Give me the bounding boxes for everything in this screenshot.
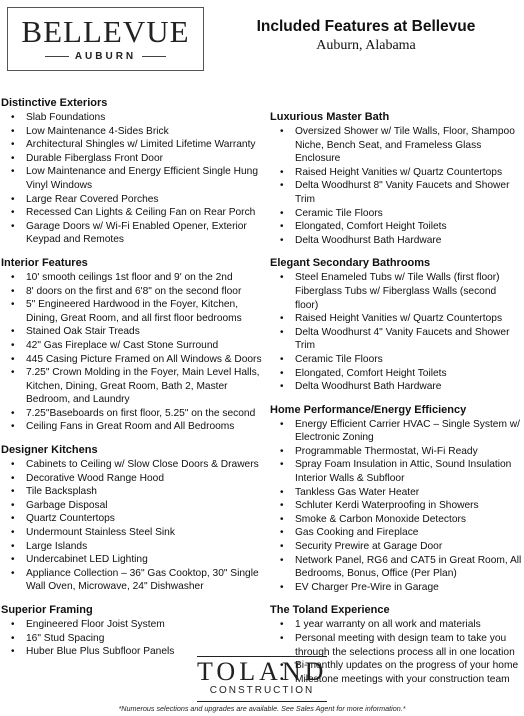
list-item: • 7.25"Baseboards on first floor, 5.25" on the second [1, 407, 263, 421]
section-elegant-secondary-bathrooms [270, 256, 522, 393]
list-item: • 7.25" Crown Molding in the Foyer, Main Level Halls, Kitchen, Dining, Great Room, Bath 2, Master Bedroom, and Laundry [1, 366, 263, 407]
list-item: • Energy Efficient Carrier HVAC – Single System w/ Electronic Zoning [270, 418, 522, 445]
list-item: • Durable Fiberglass Front Door [1, 152, 263, 166]
list-item: • Ceramic Tile Floors [270, 207, 522, 221]
list-item: • Tile Backsplash [1, 485, 263, 499]
left-column [1, 96, 263, 659]
list-item: • Large Rear Covered Porches [1, 193, 263, 207]
toland-construction-logo [197, 656, 327, 702]
list-item: • 1 year warranty on all work and materials [270, 618, 522, 632]
logo-location: AUBURN [74, 51, 137, 62]
list-item: • Ceramic Tile Floors [270, 353, 522, 367]
list-item: • Steel Enameled Tubs w/ Tile Walls (first floor) Fiberglass Tubs w/ Fiberglass Walls (second floor) [270, 271, 522, 312]
section-luxurious-master-bath [270, 110, 522, 247]
list-item: • Raised Height Vanities w/ Quartz Countertops [270, 312, 522, 326]
footer-logo-name: TOLAND [197, 657, 328, 686]
list-item: • Slab Foundations [1, 111, 263, 125]
list-item: • Gas Cooking and Fireplace [270, 526, 522, 540]
list-item: • EV Charger Pre-Wire in Garage [270, 581, 522, 595]
list-item: • 10' smooth ceilings 1st floor and 9' on the 2nd [1, 271, 263, 285]
logo-divider-left [45, 56, 69, 57]
section-title: Interior Features [1, 256, 88, 269]
list-item: • Security Prewire at Garage Door [270, 540, 522, 554]
list-item: • Large Islands [1, 540, 263, 554]
list-item: • Decorative Wood Range Hood [1, 472, 263, 486]
list-item: • Smoke & Carbon Monoxide Detectors [270, 513, 522, 527]
list-item: • Programmable Thermostat, Wi-Fi Ready [270, 445, 522, 459]
list-item: • Spray Foam Insulation in Attic, Sound Insulation Interior Walls & Subfloor [270, 458, 522, 485]
footer-logo-sub: CONSTRUCTION [209, 685, 315, 696]
list-item: • Delta Woodhurst 8" Vanity Faucets and Shower Trim [270, 179, 522, 206]
list-item: • Quartz Countertops [1, 512, 263, 526]
list-item: • Elongated, Comfort Height Toilets [270, 220, 522, 234]
section-title: Home Performance/Energy Efficiency [270, 403, 467, 416]
list-item: • Huber Blue Plus Subfloor Panels [1, 645, 263, 659]
page-subtitle: Auburn, Alabama [316, 38, 416, 53]
section-title: Distinctive Exteriors [1, 97, 108, 109]
list-item: • Raised Height Vanities w/ Quartz Countertops [270, 166, 522, 180]
logo-divider-right [142, 56, 166, 57]
list-item: • Cabinets to Ceiling w/ Slow Close Doors & Drawers [1, 458, 263, 472]
list-item: • 8' doors on the first and 6'8" on the second floor [1, 285, 263, 299]
list-item: • Recessed Can Lights & Ceiling Fan on Rear Porch [1, 206, 263, 220]
list-item: • Bi-monthly updates on the progress of your home [270, 659, 522, 673]
list-item: • Personal meeting with design team to take you through the selections process all in one location [270, 632, 522, 659]
list-item: • Delta Woodhurst 4" Vanity Faucets and Shower Trim [270, 326, 522, 353]
list-item: • Milestone meetings with your construction team [270, 673, 522, 687]
list-item: • 445 Casing Picture Framed on All Windows & Doors [1, 353, 263, 367]
list-item: • 5" Engineered Hardwood in the Foyer, Kitchen, Dining, Great Room, and all first floor bedrooms [1, 298, 263, 325]
section-title: Designer Kitchens [1, 444, 98, 457]
list-item: • Undercabinet LED Lighting [1, 553, 263, 567]
list-item: • Ceiling Fans in Great Room and All Bedrooms [1, 420, 263, 434]
list-item: • Elongated, Comfort Height Toilets [270, 367, 522, 381]
section-designer-kitchens [1, 443, 263, 594]
list-item: • Stained Oak Stair Treads [1, 325, 263, 339]
section-interior-features [1, 256, 263, 434]
list-item: • Oversized Shower w/ Tile Walls, Floor, Shampoo Niche, Bench Seat, and Frameless Glass Enclosure [270, 125, 522, 166]
section-title: The Toland Experience [270, 604, 390, 617]
list-item: • 16" Stud Spacing [1, 632, 263, 646]
section-distinctive-exteriors [1, 96, 263, 247]
list-item: • Low Maintenance and Energy Efficient Single Hung Vinyl Windows [1, 165, 263, 192]
list-item: • Garage Doors w/ Wi-Fi Enabled Opener, Exterior Keypad and Remotes [1, 220, 263, 247]
list-item: • Low Maintenance 4-Sides Brick [1, 125, 263, 139]
list-item: • Garbage Disposal [1, 499, 263, 513]
list-item: • Network Panel, RG6 and CAT5 in Great Room, All Bedrooms, Bonus, Office (Per Plan) [270, 554, 522, 581]
section-home-performance [270, 403, 522, 595]
list-item: • Delta Woodhurst Bath Hardware [270, 380, 522, 394]
section-title: Elegant Secondary Bathrooms [270, 257, 431, 270]
section-title: Superior Framing [1, 604, 93, 616]
page-title: Included Features at Bellevue [256, 18, 476, 35]
list-item: • Schluter Kerdi Waterproofing in Showers [270, 499, 522, 513]
list-item: • Undermount Stainless Steel Sink [1, 526, 263, 540]
list-item: • Tankless Gas Water Heater [270, 486, 522, 500]
disclaimer: *Numerous selections and upgrades are available. See Sales Agent for more information.* [118, 704, 406, 713]
section-title: Luxurious Master Bath [270, 111, 390, 123]
section-superior-framing [1, 603, 263, 659]
logo-location-row [8, 51, 203, 62]
list-item: • Engineered Floor Joist System [1, 618, 263, 632]
list-item: • 42" Gas Fireplace w/ Cast Stone Surround [1, 339, 263, 353]
list-item: • Delta Woodhurst Bath Hardware [270, 234, 522, 248]
bellevue-logo [7, 7, 204, 71]
logo-name: BELLEVUE [21, 14, 190, 49]
right-column [270, 110, 522, 686]
list-item: • Architectural Shingles w/ Limited Lifetime Warranty [1, 138, 263, 152]
list-item: • Appliance Collection – 36" Gas Cooktop, 30" Single Wall Oven, Microwave, 24" Dishwasher [1, 567, 263, 594]
